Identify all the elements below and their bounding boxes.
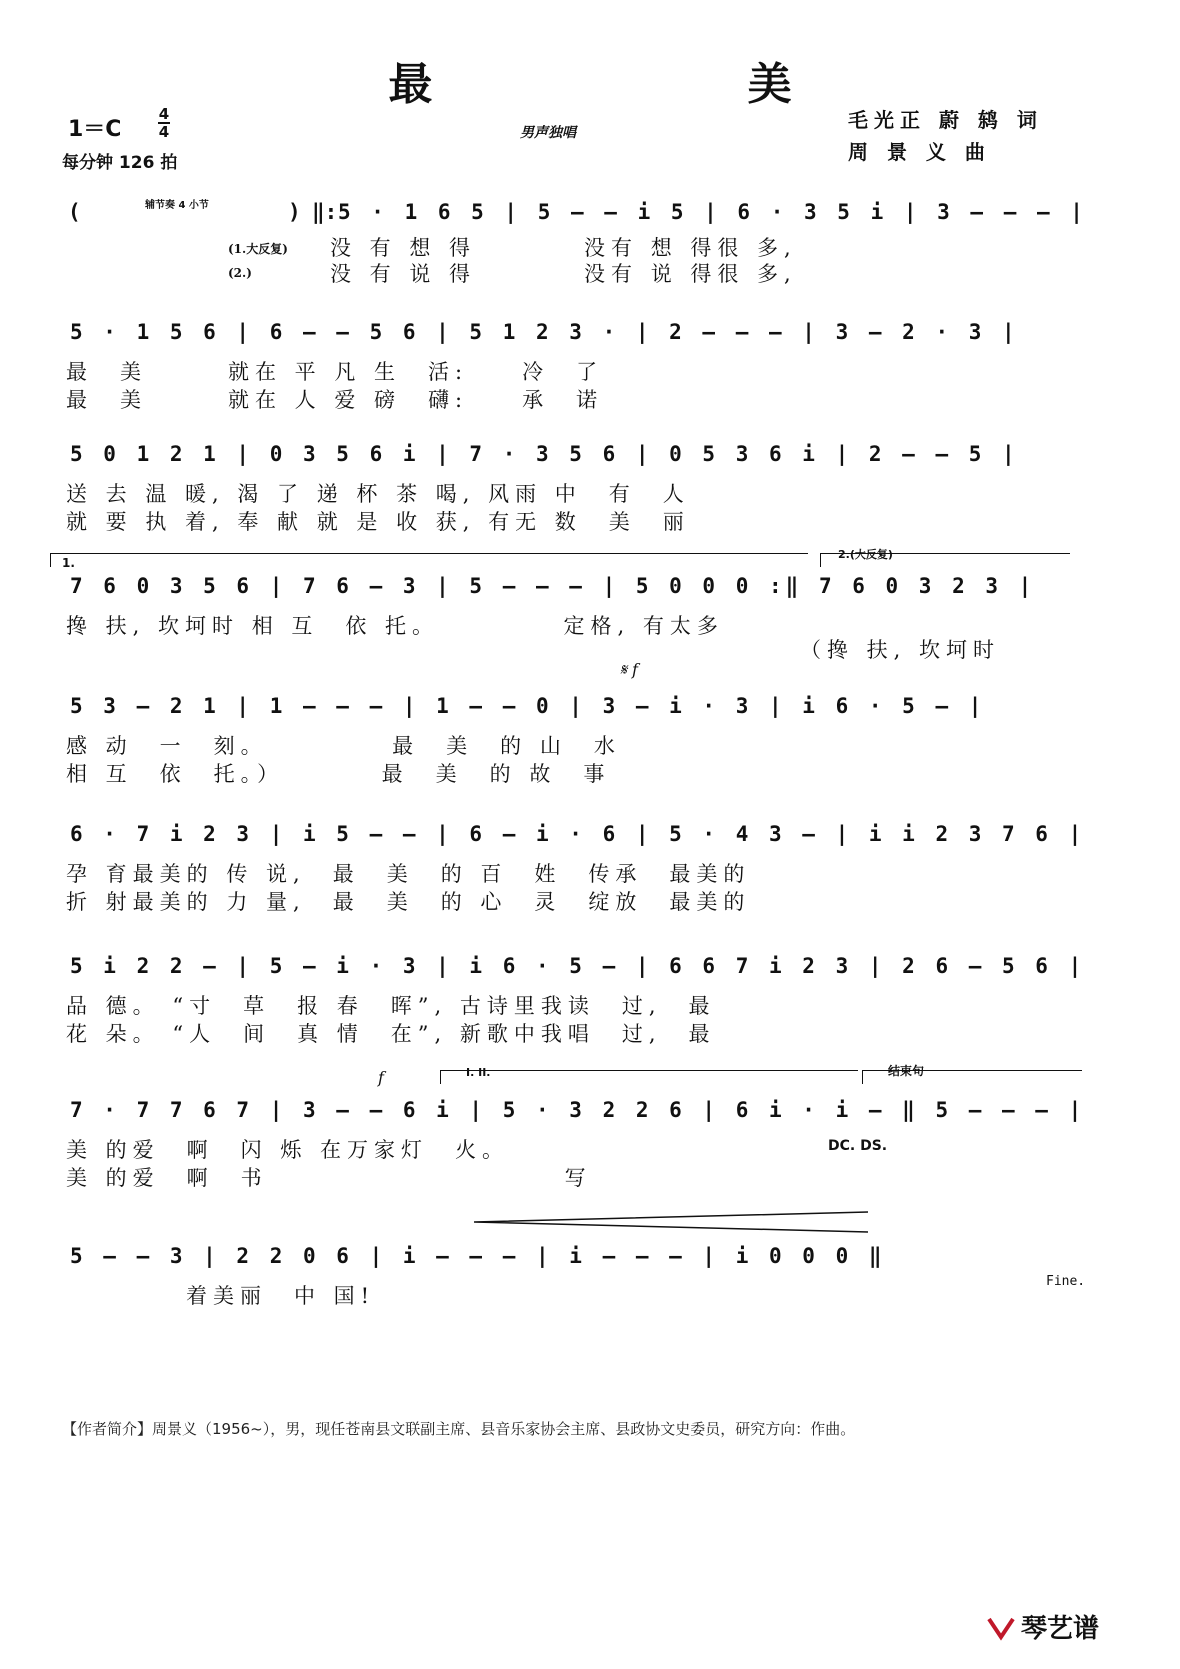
logo-icon	[985, 1615, 1017, 1641]
lyrics-line-6a: 孕 育最美的 传 说, 最 美 的 百 姓 传承 最美的	[66, 862, 751, 886]
notes-line-7: 5 i 2 2 – | 5 – i · 3 | i 6 · 5 – | 6 6 7 i 2 3 | 2 6 – 5 6 |	[70, 954, 1086, 978]
repeat-start-sign: ‖:	[312, 200, 338, 224]
lyrics-line-4b: （搀 扶, 坎坷时	[800, 638, 1001, 662]
lyrics-line-7a: 品 德。 “寸 草 报 春 晖”, 古诗里我读 过, 最	[66, 994, 716, 1018]
lyrics-line-1a: 没 有 想 得 没有 想 得很 多,	[330, 236, 797, 260]
notes-line-1: 5 · 1 6 5 | 5 – – i 5 | 6 · 3 5 i | 3 – – – |	[338, 200, 1087, 224]
notes-line-8: 7 · 7 7 6 7 | 3 – – 6 i | 5 · 3 2 2 6 | 6 i · i – ‖ 5 – – – |	[70, 1098, 1086, 1122]
lyrics-line-2b: 最 美 就在 人 爱 磅 礴: 承 诺	[66, 388, 604, 412]
lyrics-line-8b: 美 的爱 啊 书 写	[66, 1166, 592, 1190]
lyrics-line-4a: 搀 扶, 坎坷时 相 互 依 托。 定格, 有太多	[66, 614, 724, 638]
author-bio: 【作者简介】周景义（1956~），男，现任苍南县文联副主席、县音乐家协会主席、县政协文史委员，研究方向：作曲。	[62, 1420, 856, 1438]
composer-credit: 周 景 义 曲	[848, 140, 991, 164]
performance-type: 男声独唱	[520, 125, 576, 141]
lyrics-line-6b: 折 射最美的 力 量, 最 美 的 心 灵 绽放 最美的	[66, 890, 751, 914]
intro-label: 辅节奏 4 小节	[145, 200, 209, 211]
lyrics-line-2a: 最 美 就在 平 凡 生 活: 冷 了	[66, 360, 604, 384]
notes-line-5: 5 3 – 2 1 | 1 – – – | 1 – – 0 | 3 – i · 3 | i 6 · 5 – |	[70, 694, 986, 718]
ending-1-label: 1.	[62, 556, 75, 570]
coda-tick	[862, 1070, 863, 1084]
forte-mark: f	[378, 1068, 384, 1087]
key-signature: 1＝C	[68, 117, 122, 142]
tempo-marking: 每分钟 126 拍	[62, 153, 178, 173]
ending-2-tick	[820, 553, 821, 567]
ending-I-II-label: I. II.	[466, 1066, 491, 1079]
lyrics-line-7b: 花 朵。 “人 间 真 情 在”, 新歌中我唱 过, 最	[66, 1022, 716, 1046]
intro-close: )	[288, 200, 301, 224]
time-signature	[158, 106, 170, 140]
segno-forte-mark: 𝄋 f	[620, 660, 638, 679]
lyrics-line-9: 着美丽 中 国!	[186, 1284, 376, 1308]
verse-label-1: (1.大反复)	[228, 242, 288, 256]
lyrics-line-8a: 美 的爱 啊 闪 烁 在万家灯 火。	[66, 1138, 510, 1162]
ending-1-bracket	[50, 553, 808, 554]
notes-line-2: 5 · 1 5 6 | 6 – – 5 6 | 5 1 2 3 · | 2 – – – | 3 – 2 · 3 |	[70, 320, 1019, 344]
intro-open: (	[68, 200, 81, 224]
notes-line-4: 7 6 0 3 5 6 | 7 6 – 3 | 5 – – – | 5 0 0 0 :‖ 7 6 0 3 2 3 |	[70, 574, 1036, 598]
watermark-logo	[985, 1608, 1099, 1645]
crescendo-hairpin	[470, 1210, 870, 1234]
song-title: 最 美	[388, 59, 942, 110]
ending-I-II-tick	[440, 1070, 441, 1084]
watermark-text: 琴艺谱	[1021, 1614, 1100, 1644]
lyrics-line-3b: 就 要 执 着, 奉 献 就 是 收 获, 有无 数 美 丽	[66, 510, 690, 534]
dc-ds-marking: DC. DS.	[828, 1138, 888, 1154]
ending-I-II-bracket	[440, 1070, 858, 1071]
time-top: 4	[158, 105, 170, 123]
notes-line-3: 5 0 1 2 1 | 0 3 5 6 i | 7 · 3 5 6 | 0 5 3 6 i | 2 – – 5 |	[70, 442, 1019, 466]
fine-marking: Fine.	[1046, 1274, 1086, 1289]
time-bottom: 4	[158, 123, 170, 141]
coda-label: 结束句	[888, 1064, 925, 1078]
lyrics-line-1b: 没 有 说 得 没有 说 得很 多,	[330, 262, 797, 286]
lyrics-line-5b: 相 互 依 托。） 最 美 的 故 事	[66, 762, 611, 786]
lyrics-line-5a: 感 动 一 刻。 最 美 的 山 水	[66, 734, 621, 758]
notes-line-9: 5 – – 3 | 2 2 0 6 | i – – – | i – – – | i 0 0 0 ‖	[70, 1244, 886, 1268]
notes-line-6: 6 · 7 i 2 3 | i 5 – – | 6 – i · 6 | 5 · 4 3 – | i i 2 3 7 6 |	[70, 822, 1086, 846]
verse-label-2: (2.)	[228, 266, 252, 280]
ending-1-tick	[50, 553, 51, 567]
ending-2-label: 2.(大反复)	[838, 548, 893, 561]
lyricist-credit: 毛光正 蔚 鸫 词	[848, 108, 1043, 132]
lyrics-line-3a: 送 去 温 暖, 渴 了 递 杯 茶 喝, 风雨 中 有 人	[66, 482, 690, 506]
